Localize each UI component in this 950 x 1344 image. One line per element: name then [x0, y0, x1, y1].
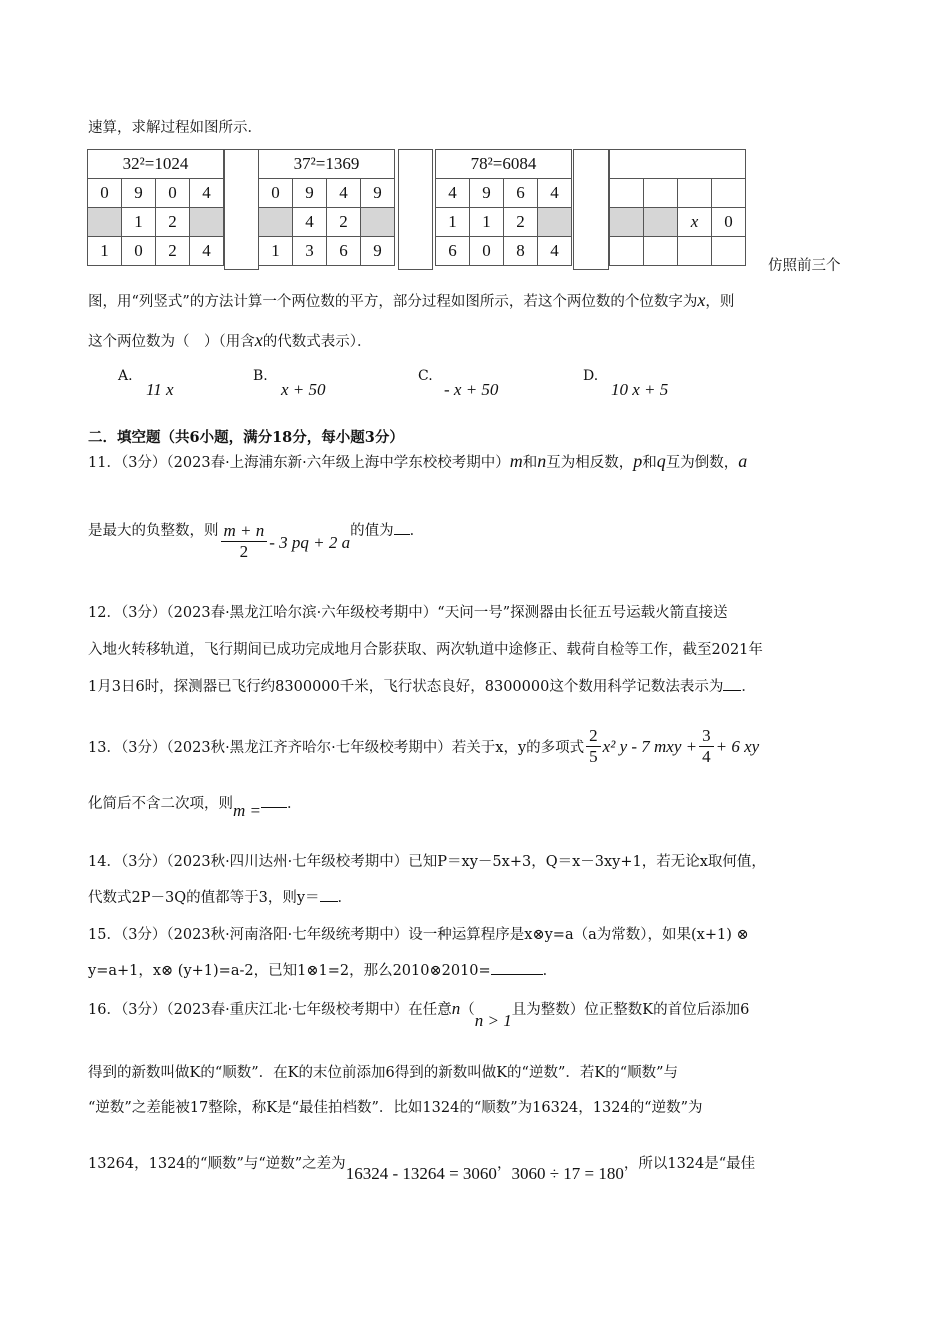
text: 1月3日6时，探测器已飞行约8300000千米，飞行状态良好，8300000这个数用科学记数法表示为: [88, 679, 724, 695]
q15-line2: [88, 961, 557, 981]
gap-cell: [574, 150, 609, 270]
cell: [190, 208, 224, 237]
q16-line3: “逆数”之差能被17整除，称K是“最佳拍档数”．比如1324的“顺数”为16324，1324的“逆数”为: [88, 1100, 703, 1116]
q16-line4: [88, 1153, 756, 1183]
var: n: [537, 451, 547, 471]
cell: [712, 237, 746, 266]
numerator: 3: [699, 726, 714, 747]
text: ，: [496, 1156, 512, 1172]
var-n: n: [451, 999, 461, 1018]
cell: 0: [122, 237, 156, 266]
q14-line2: [88, 888, 352, 908]
cell: 9: [293, 179, 327, 208]
cell: 4: [327, 179, 361, 208]
q13-line1: [88, 726, 759, 767]
option-d-value[interactable]: 10 x + 5: [611, 380, 669, 399]
cell: 1: [259, 237, 293, 266]
option-a-label[interactable]: A.: [118, 368, 133, 384]
q12-line3: [88, 677, 756, 697]
option-a-value[interactable]: 11 x: [146, 380, 174, 399]
denominator: 2: [239, 542, 249, 561]
cell: [538, 208, 572, 237]
cell: 6: [436, 237, 470, 266]
var-x: x: [697, 290, 706, 310]
table-title: 78²=6084: [436, 150, 572, 179]
var: m: [509, 451, 523, 471]
text: ．: [409, 523, 425, 539]
cell: [88, 208, 122, 237]
table-gap-1: [224, 149, 259, 270]
cell: 0: [156, 179, 190, 208]
q10-line2: [88, 290, 734, 312]
text: 11．（3分）（2023春·上海浦东新·六年级上海中学东校校考期中）: [88, 455, 510, 471]
q12-line2: 入地火转移轨道，飞行期间已成功完成地月合影获取、两次轨道中途修正、载荷自检等工作，截至2021年: [88, 642, 763, 658]
cell: [259, 208, 293, 237]
cell: 6: [327, 237, 361, 266]
cell: [678, 179, 712, 208]
expression: + 6 xy: [715, 737, 760, 756]
answer-blank[interactable]: [723, 690, 741, 691]
cell: 1: [88, 237, 122, 266]
q16-line2: 得到的新数叫做K的“顺数”．在K的末位前添加6得到的新数叫做K的“逆数”．若K的“顺数”与: [88, 1065, 679, 1081]
expression: - 3 pq + 2 a: [269, 533, 351, 552]
denominator: 4: [702, 747, 711, 766]
cell: [610, 208, 644, 237]
text: 图，用“列竖式”的方法计算一个两位数的平方，部分过程如图所示，若这个两位数的个位数字为: [88, 294, 698, 310]
text: ．: [337, 890, 353, 906]
var: p: [633, 451, 643, 471]
square-table-2: [258, 149, 395, 266]
cell: 6: [504, 179, 538, 208]
numerator: m + n: [221, 521, 268, 542]
cell: [644, 237, 678, 266]
q11-line2: [88, 520, 424, 562]
cell: [712, 179, 746, 208]
cell: 0: [470, 237, 504, 266]
text: 13．（3分）（2023秋·黑龙江齐齐哈尔·七年级校考期中）若关于x，y的多项式: [88, 740, 585, 756]
gap-cell: [399, 150, 433, 270]
text: 是最大的负整数，则: [88, 523, 219, 539]
cell: 4: [538, 179, 572, 208]
answer-blank[interactable]: [491, 974, 543, 975]
cell: 1: [436, 208, 470, 237]
fraction: [699, 726, 714, 767]
text: 这个两位数为（ ）（用含: [88, 334, 255, 350]
option-c-label[interactable]: C.: [418, 368, 433, 384]
option-d-label[interactable]: D.: [583, 368, 599, 384]
text: ．: [741, 679, 756, 695]
square-table-1: [87, 149, 224, 266]
cell: 1: [470, 208, 504, 237]
q10-line3: [88, 330, 372, 352]
cell: [644, 179, 678, 208]
cell: 0: [88, 179, 122, 208]
text: 且为整数）位正整数K的首位后添加6: [511, 1002, 750, 1018]
text: 13264，1324的“顺数”与“逆数”之差为: [88, 1156, 346, 1172]
text: 互为相反数，: [546, 455, 634, 471]
cell: 0: [712, 208, 746, 237]
table-title: [610, 150, 746, 179]
q16-line1: [88, 999, 750, 1030]
var-x: x: [254, 330, 263, 350]
expression: x² y - 7 mxy +: [602, 737, 698, 756]
option-b-label[interactable]: B.: [253, 368, 268, 384]
text: 16．（3分）（2023春·重庆江北·七年级校考期中）在任意: [88, 1002, 452, 1018]
text: 代数式2P－3Q的值都等于3，则y＝: [88, 890, 320, 906]
text: 化简后不含二次项，则: [88, 796, 233, 812]
text: ，所以1324是“最佳: [623, 1156, 756, 1172]
cell: 4: [538, 237, 572, 266]
cell: 9: [470, 179, 504, 208]
square-table-4: [609, 149, 746, 266]
cell: 0: [259, 179, 293, 208]
text: 的值为: [350, 523, 394, 539]
intro-text: 速算，求解过程如图所示．: [88, 120, 262, 136]
table-title: 37²=1369: [259, 150, 395, 179]
option-b-value[interactable]: x + 50: [281, 380, 326, 399]
table-gap-2: [398, 149, 433, 270]
text: 互为倒数，: [665, 455, 739, 471]
cell: 9: [361, 237, 395, 266]
numerator: 2: [586, 726, 601, 747]
answer-blank[interactable]: [261, 807, 287, 808]
text: ，则: [705, 294, 735, 310]
q10-tail: 仿照前三个: [768, 258, 841, 274]
square-table-3: [435, 149, 572, 266]
table-gap-3: [573, 149, 609, 270]
cell: [644, 208, 678, 237]
cell: 4: [293, 208, 327, 237]
text: ．: [542, 963, 558, 979]
cell: 4: [436, 179, 470, 208]
gap-cell: [225, 150, 259, 270]
cell: [610, 237, 644, 266]
calculation: 3060 ÷ 17 = 180: [511, 1164, 624, 1183]
cell: 8: [504, 237, 538, 266]
var: q: [656, 451, 666, 471]
cell: 2: [156, 237, 190, 266]
cell: [361, 208, 395, 237]
condition: n > 1: [474, 1011, 512, 1030]
cell: 1: [122, 208, 156, 237]
cell: [610, 179, 644, 208]
cell: 3: [293, 237, 327, 266]
table-title: 32²=1024: [88, 150, 224, 179]
answer-blank[interactable]: [394, 534, 410, 535]
fraction: [221, 521, 268, 562]
q12-line1: 12．（3分）（2023春·黑龙江哈尔滨·六年级校考期中）“天问一号”探测器由长征五号运载火箭直接送: [88, 605, 728, 621]
text: （: [460, 1002, 475, 1018]
cell: [678, 237, 712, 266]
q14-line1: 14．（3分）（2023秋·四川达州·七年级校考期中）已知P＝xy－5x+3，Q＝x－3xy+1，若无论x取何值，: [88, 854, 766, 870]
cell: 2: [156, 208, 190, 237]
q13-line2: [88, 793, 302, 820]
cell: 9: [122, 179, 156, 208]
expression: m =: [233, 801, 261, 820]
text: 和: [522, 455, 538, 471]
cell: x: [678, 208, 712, 237]
text: 和: [642, 455, 657, 471]
text: ．: [287, 796, 302, 812]
fraction: [586, 726, 601, 767]
cell: 4: [190, 179, 224, 208]
q15-line1: 15．（3分）（2023秋·河南洛阳·七年级统考期中）设一种运算程序是x⊗y=a（a为常数），如果(x+1) ⊗: [88, 927, 749, 943]
text: y=a+1，x⊗ (y+1)=a-2，已知1⊗1=2，那么2010⊗2010=: [88, 963, 491, 979]
q11-line1: [88, 451, 747, 473]
text: 的代数式表示）．: [262, 334, 372, 350]
cell: 9: [361, 179, 395, 208]
cell: 4: [190, 237, 224, 266]
cell: 2: [504, 208, 538, 237]
cell: 2: [327, 208, 361, 237]
denominator: 5: [589, 747, 598, 766]
var: a: [738, 451, 748, 471]
option-c-value[interactable]: - x + 50: [444, 380, 499, 399]
section-title: 二．填空题（共6小题，满分18分，每小题3分）: [88, 429, 404, 446]
answer-blank[interactable]: [320, 901, 338, 902]
calculation: 16324 - 13264 = 3060: [345, 1164, 497, 1183]
